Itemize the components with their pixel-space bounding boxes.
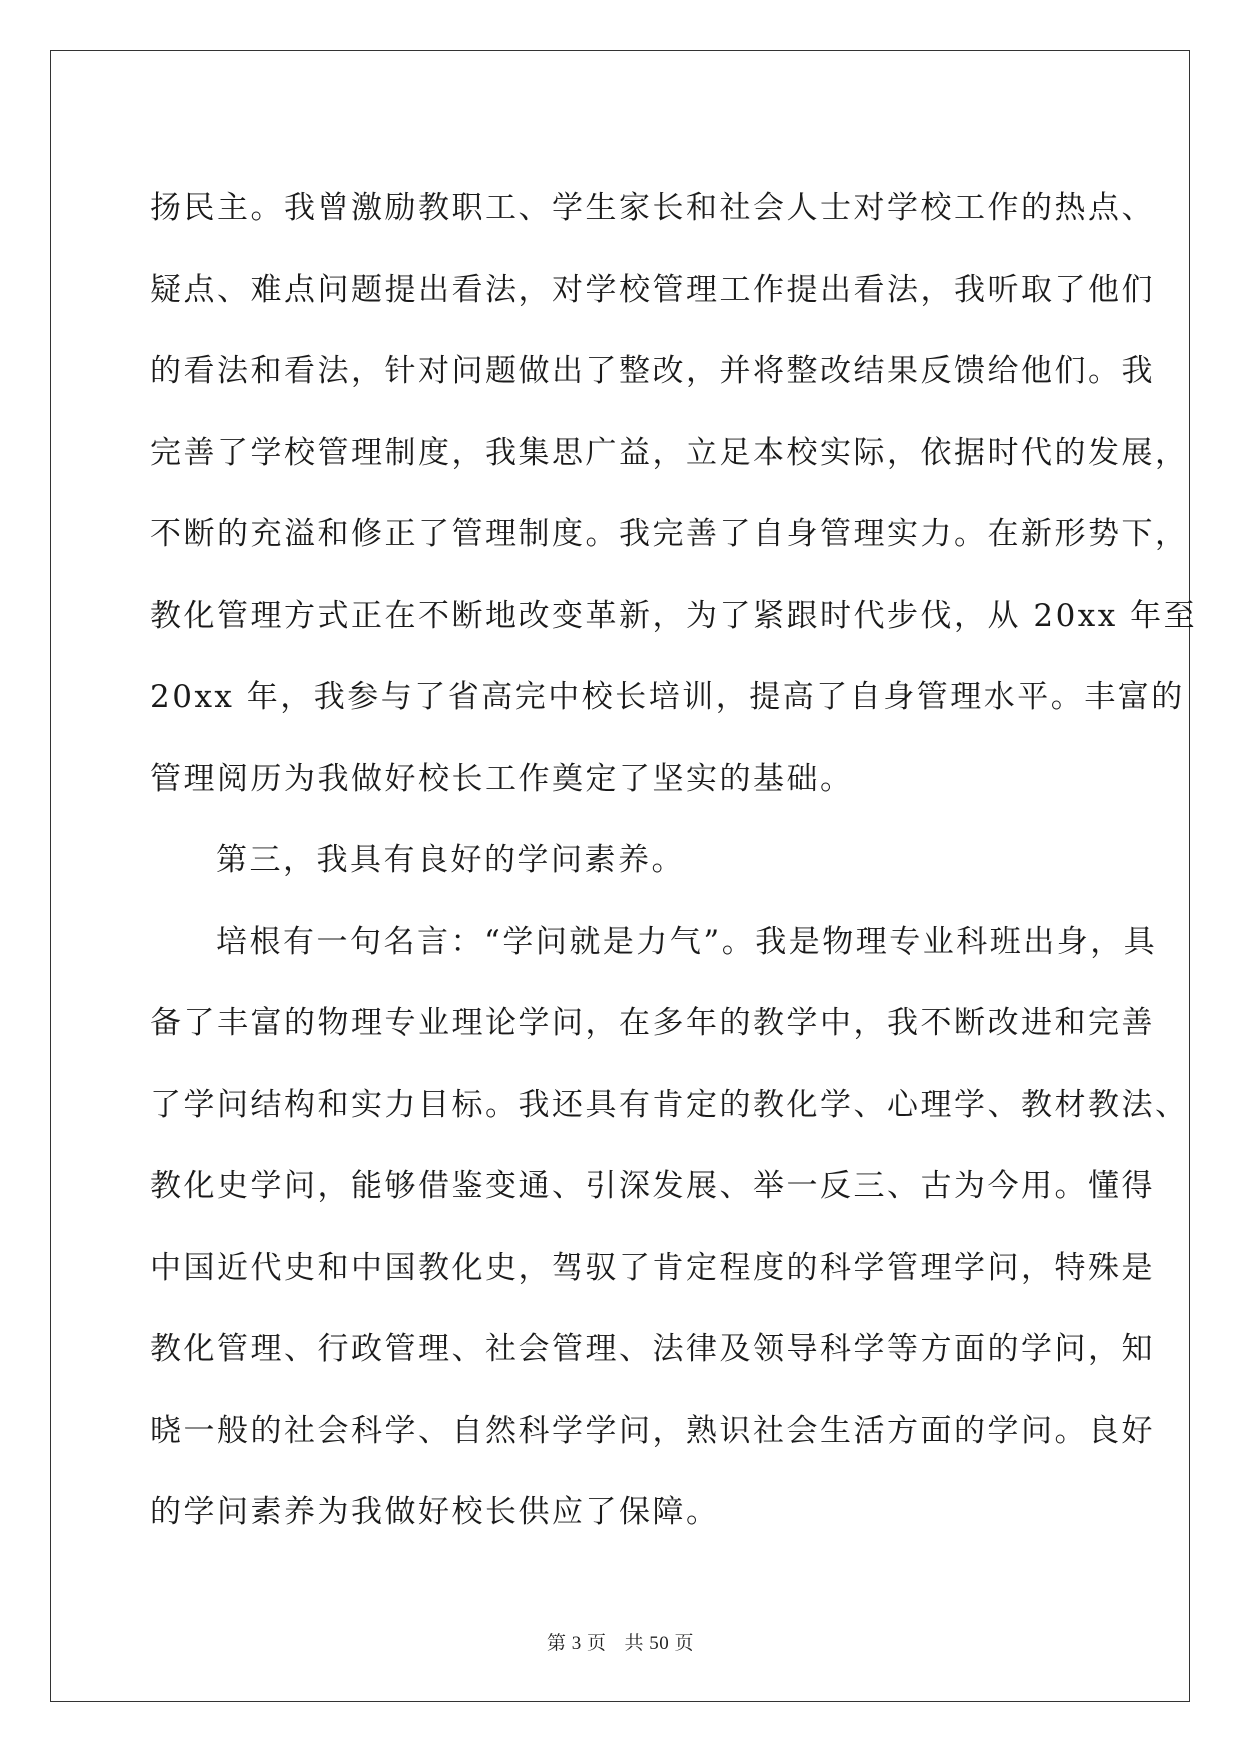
text-line: 扬民主。我曾激励教职工、学生家长和社会人士对学校工作的热点、 bbox=[150, 190, 1155, 226]
text-line: 教化管理、行政管理、社会管理、法律及领导科学等方面的学问，知 bbox=[150, 1331, 1155, 1367]
text-line: 疑点、难点问题提出看法，对学校管理工作提出看法，我听取了他们 bbox=[150, 271, 1155, 308]
section-heading: 第三，我具有良好的学问素养。 bbox=[216, 842, 685, 878]
paragraph-1 bbox=[150, 168, 1198, 820]
text-line: 培根有一句名言：“学问就是力气”。我是物理专业科班出身，具 bbox=[216, 923, 1158, 960]
page-footer bbox=[0, 1628, 1241, 1655]
text-line: 备了丰富的物理专业理论学问，在多年的教学中，我不断改进和完善 bbox=[150, 1005, 1155, 1041]
text-line: 的学问素养为我做好校长供应了保障。 bbox=[150, 1494, 720, 1530]
text-line: 20xx 年，我参与了省高完中校长培训，提高了自身管理水平。丰富的 bbox=[150, 679, 1185, 715]
paragraph-3 bbox=[150, 902, 1189, 1554]
page-total: 共 50 页 bbox=[624, 1633, 695, 1654]
text-line: 教化史学问，能够借鉴变通、引深发展、举一反三、古为今用。懂得 bbox=[150, 1168, 1155, 1204]
text-line: 管理阅历为我做好校长工作奠定了坚实的基础。 bbox=[150, 760, 854, 797]
text-line: 中国近代史和中国教化史，驾驭了肯定程度的科学管理学问，特殊是 bbox=[150, 1249, 1155, 1286]
document-body bbox=[150, 168, 1198, 1554]
text-line: 晓一般的社会科学、自然科学学问，熟识社会生活方面的学问。良好 bbox=[150, 1412, 1155, 1449]
text-line: 不断的充溢和修正了管理制度。我完善了自身管理实力。在新形势下， bbox=[150, 516, 1189, 552]
text-line: 教化管理方式正在不断地改变革新，为了紧跟时代步伐，从 20xx 年至 bbox=[150, 597, 1198, 634]
paragraph-2 bbox=[150, 820, 1090, 902]
text-line: 了学问结构和实力目标。我还具有肯定的教化学、心理学、教材教法、 bbox=[150, 1086, 1189, 1123]
text-line: 的看法和看法，针对问题做出了整改，并将整改结果反馈给他们。我 bbox=[150, 353, 1155, 389]
text-line: 完善了学校管理制度，我集思广益，立足本校实际，依据时代的发展， bbox=[150, 434, 1189, 471]
page-number: 第 3 页 bbox=[546, 1633, 607, 1654]
